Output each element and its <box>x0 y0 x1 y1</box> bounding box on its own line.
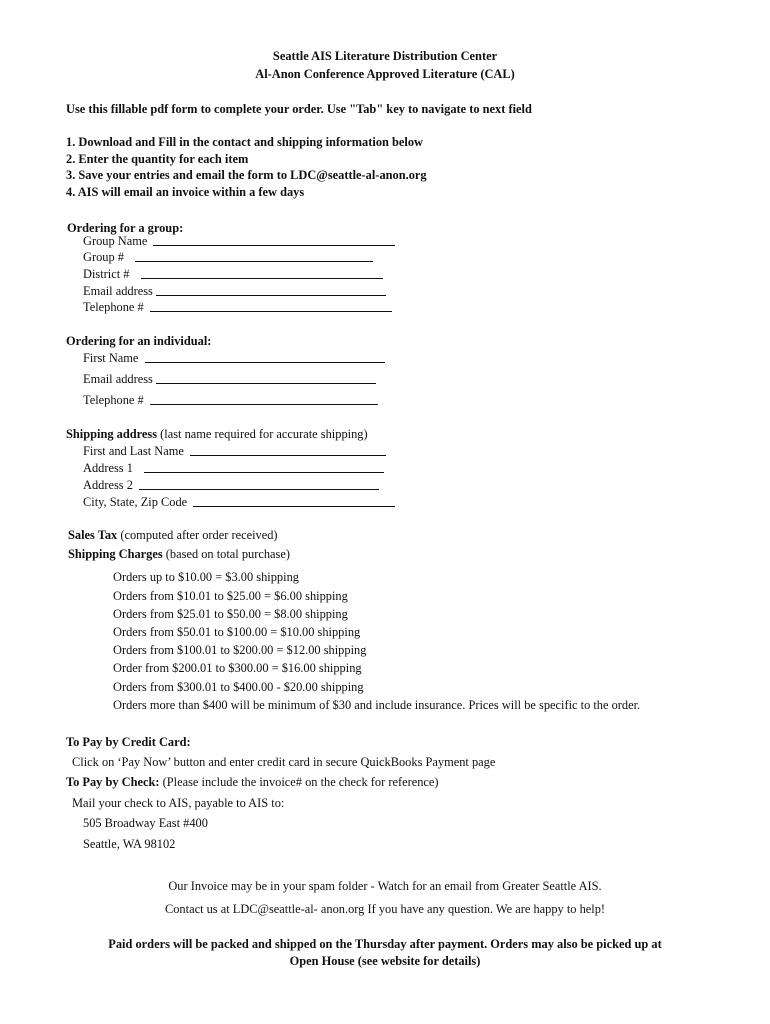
city-state-zip-field[interactable] <box>193 495 395 507</box>
address-2-field[interactable] <box>139 478 379 490</box>
city-state-zip-row <box>83 495 395 510</box>
address-2-input[interactable] <box>139 480 379 492</box>
shipping-address-heading-row <box>66 427 368 442</box>
shipping-rate-4: Orders from $50.01 to $100.00 = $10.00 shipping <box>113 625 361 639</box>
shipping-charges-label: Shipping Charges <box>68 547 163 561</box>
group-number-label: Group # <box>83 250 124 264</box>
spam-note: Our Invoice may be in your spam folder - Watch for an email from Greater Seattle AIS. <box>168 879 602 893</box>
individual-heading: Ordering for an individual: <box>66 334 212 348</box>
group-name-input[interactable] <box>153 236 395 248</box>
group-number-row <box>83 250 373 265</box>
sales-tax-label: Sales Tax <box>68 528 118 542</box>
city-state-zip-label: City, State, Zip Code <box>83 495 188 509</box>
mail-address-line-2: Seattle, WA 98102 <box>83 837 176 851</box>
group-email-field[interactable] <box>156 284 386 296</box>
district-row <box>83 267 383 282</box>
city-state-zip-input[interactable] <box>193 497 395 509</box>
address-1-row <box>83 461 384 476</box>
form-title: Seattle AIS Literature Distribution Center <box>272 49 498 63</box>
individual-email-row <box>83 372 376 387</box>
intro-text: Use this fillable pdf form to complete your order. Use "Tab" key to navigate to next field <box>66 102 532 116</box>
group-email-row <box>83 284 386 299</box>
form-subtitle: Al-Anon Conference Approved Literature (CAL) <box>255 67 515 81</box>
address-2-label: Address 2 <box>83 478 133 492</box>
sales-tax-note: (computed after order received) <box>120 528 278 542</box>
shipping-rate-3: Orders from $25.01 to $50.00 = $8.00 shipping <box>113 607 348 621</box>
shipping-rate-1: Orders up to $10.00 = $3.00 shipping <box>113 570 299 584</box>
shipping-rate-8: Orders more than $400 will be minimum of $30 and include insurance. Prices will be specific to the order. <box>113 698 641 712</box>
shipping-address-note: (last name required for accurate shipping) <box>160 427 368 441</box>
group-email-input[interactable] <box>156 286 386 298</box>
first-name-field[interactable] <box>145 351 385 363</box>
credit-card-heading: To Pay by Credit Card: <box>66 735 191 749</box>
group-telephone-label: Telephone # <box>83 300 144 314</box>
address-1-field[interactable] <box>144 461 384 473</box>
check-row <box>66 775 439 790</box>
individual-email-input[interactable] <box>156 374 376 386</box>
ship-name-field[interactable] <box>190 444 386 456</box>
check-heading: To Pay by Check: <box>66 775 160 789</box>
ship-name-row <box>83 444 386 459</box>
group-name-row <box>83 234 395 249</box>
ship-name-label: First and Last Name <box>83 444 184 458</box>
shipping-rate-5: Orders from $100.01 to $200.00 = $12.00 shipping <box>113 643 367 657</box>
group-telephone-row <box>83 300 392 315</box>
first-name-row <box>83 351 385 366</box>
group-name-label: Group Name <box>83 234 148 248</box>
first-name-input[interactable] <box>145 353 385 365</box>
step-3: 3. Save your entries and email the form to LDC@seattle-al-anon.org <box>66 168 427 182</box>
sales-tax-row <box>68 528 278 543</box>
district-field[interactable] <box>141 267 383 279</box>
closing-line-1: Paid orders will be packed and shipped on the Thursday after payment. Orders may also be picked up at <box>108 937 662 951</box>
district-input[interactable] <box>141 269 383 281</box>
individual-telephone-row <box>83 393 378 408</box>
shipping-rate-7: Orders from $300.01 to $400.00 - $20.00 shipping <box>113 680 364 694</box>
district-label: District # <box>83 267 130 281</box>
shipping-rate-2: Orders from $10.01 to $25.00 = $6.00 shipping <box>113 589 348 603</box>
shipping-charges-note: (based on total purchase) <box>165 547 290 561</box>
contact-note: Contact us at LDC@seattle-al- anon.org If you have any question. We are happy to help! <box>164 902 606 916</box>
shipping-rate-6: Order from $200.01 to $300.00 = $16.00 shipping <box>113 661 362 675</box>
check-note: (Please include the invoice# on the check for reference) <box>162 775 439 789</box>
closing-line-2: Open House (see website for details) <box>289 954 481 968</box>
first-name-label: First Name <box>83 351 139 365</box>
address-1-input[interactable] <box>144 463 384 475</box>
step-4: 4. AIS will email an invoice within a few days <box>66 185 305 199</box>
individual-email-field[interactable] <box>156 372 376 384</box>
mail-address-line-1: 505 Broadway East #400 <box>83 816 208 830</box>
step-1: 1. Download and Fill in the contact and shipping information below <box>66 135 423 149</box>
step-2: 2. Enter the quantity for each item <box>66 152 249 166</box>
ship-name-input[interactable] <box>190 446 386 458</box>
individual-email-label: Email address <box>83 372 153 386</box>
group-name-field[interactable] <box>153 234 395 246</box>
group-number-field[interactable] <box>135 250 373 262</box>
individual-telephone-input[interactable] <box>150 395 378 407</box>
mail-text: Mail your check to AIS, payable to AIS to: <box>72 796 285 810</box>
shipping-charges-row <box>68 547 290 562</box>
group-telephone-field[interactable] <box>150 300 392 312</box>
credit-card-text: Click on ‘Pay Now’ button and enter credit card in secure QuickBooks Payment page <box>72 755 496 769</box>
shipping-address-heading: Shipping address <box>66 427 158 441</box>
group-email-label: Email address <box>83 284 153 298</box>
group-telephone-input[interactable] <box>150 302 392 314</box>
address-1-label: Address 1 <box>83 461 133 475</box>
individual-telephone-label: Telephone # <box>83 393 144 407</box>
group-number-input[interactable] <box>135 252 373 264</box>
individual-telephone-field[interactable] <box>150 393 378 405</box>
group-heading: Ordering for a group: <box>67 221 184 235</box>
address-2-row <box>83 478 379 493</box>
